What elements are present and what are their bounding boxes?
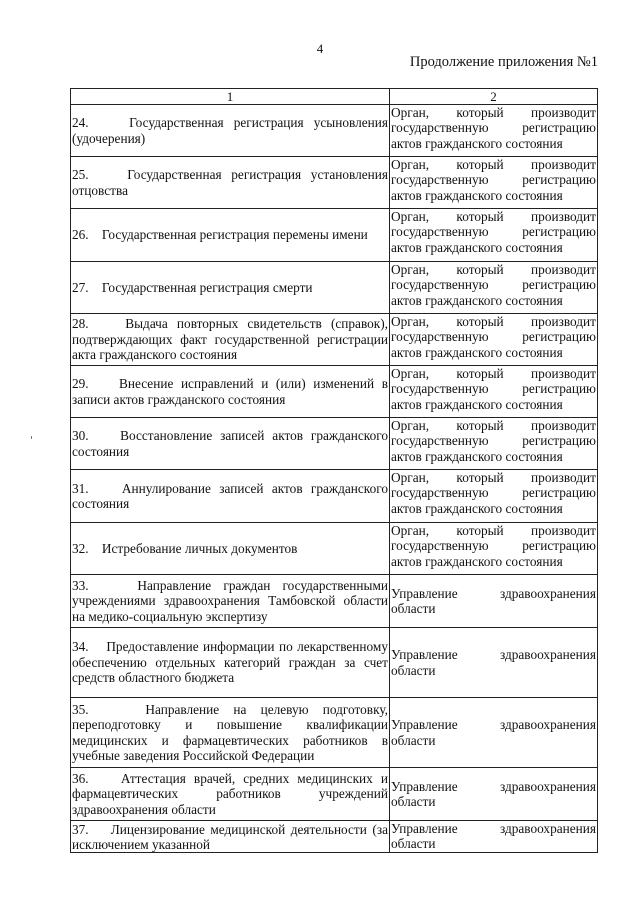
service-cell: 27. Государственная регистрация смерти [71,262,390,314]
service-cell: 33. Направление граждан государственными учреждениями здравоохранения Тамбовской области на медико-социальную экспертизу [71,575,390,628]
authority-cell: Орган, который производит государственную регистрацию актов гражданского состояния [390,366,598,418]
authority-cell: Управление здравоохранения области [390,768,598,821]
column-header-1: 1 [71,89,390,105]
table-row [71,523,598,575]
authority-text: Управление здравоохранения области [391,821,596,851]
table-row [71,575,598,628]
service-cell: 30. Восстановление записей актов гражданского состояния [71,418,390,470]
table-row [71,628,598,698]
continuation-title: Продолжение приложения №1 [409,54,598,70]
authority-cell [390,821,598,853]
table-row [71,698,598,768]
table-row [71,209,598,262]
table-row [71,418,598,470]
authority-cell: Управление здравоохранения области [390,698,598,768]
service-cell: 32. Истребование личных документов [71,523,390,575]
table-row [71,821,598,853]
margin-mark [31,436,32,439]
authority-cell: Орган, который производит государственную регистрацию актов гражданского состояния [390,262,598,314]
authority-cell: Управление здравоохранения области [390,628,598,698]
table-header-row [71,89,598,105]
table-row [71,314,598,366]
column-header-2: 2 [390,89,598,105]
services-table [70,88,598,853]
table-row [71,105,598,157]
authority-cell: Орган, который производит государственную регистрацию актов гражданского состояния [390,314,598,366]
table-row [71,470,598,523]
table-row [71,262,598,314]
service-cell: 36. Аттестация врачей, средних медицинских и фармацевтических работников учреждений здравоохранения области [71,768,390,821]
authority-cell: Орган, который производит государственную регистрацию актов гражданского состояния [390,523,598,575]
authority-cell: Орган, который производит государственную регистрацию актов гражданского состояния [390,418,598,470]
authority-cell: Орган, который производит государственную регистрацию актов гражданского состояния [390,209,598,262]
service-text: 37. Лицензирование медицинской деятельности (за исключением указанной [72,821,388,852]
service-cell: 28. Выдача повторных свидетельств (справок), подтверждающих факт государственной регистрации акта гражданского состояния [71,314,390,366]
page-number: 4 [316,41,324,56]
service-cell: 29. Внесение исправлений и (или) изменений в записи актов гражданского состояния [71,366,390,418]
authority-cell: Орган, который производит государственную регистрацию актов гражданского состояния [390,157,598,209]
authority-cell: Орган, который производит государственную регистрацию актов гражданского состояния [390,105,598,157]
service-cell: 31. Аннулирование записей актов гражданского состояния [71,470,390,523]
service-cell: 34. Предоставление информации по лекарственному обеспечению отдельных категорий граждан за счет средств областного бюджета [71,628,390,698]
authority-cell: Управление здравоохранения области [390,575,598,628]
table-row [71,768,598,821]
service-cell: 25. Государственная регистрация установления отцовства [71,157,390,209]
authority-cell: Орган, который производит государственную регистрацию актов гражданского состояния [390,470,598,523]
table-row [71,157,598,209]
service-cell: 26. Государственная регистрация перемены имени [71,209,390,262]
service-cell [71,821,390,853]
service-cell: 24. Государственная регистрация усыновления (удочерения) [71,105,390,157]
service-cell: 35. Направление на целевую подготовку, переподготовку и повышение квалификации медицинских и фармацевтических работников в учебные заведения Российской Федерации [71,698,390,768]
table-row [71,366,598,418]
